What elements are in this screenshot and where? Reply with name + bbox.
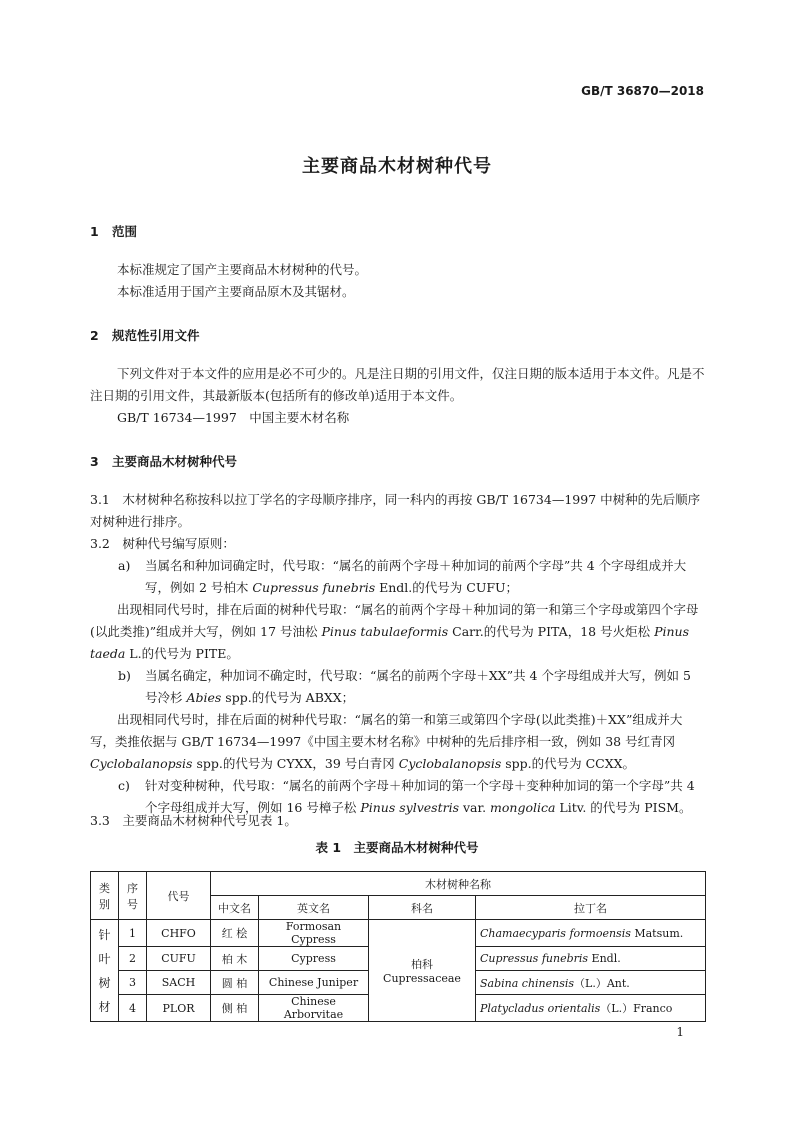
cell-number: 2 [119,947,147,971]
paragraph: 本标准规定了国产主要商品木材树种的代号。 [117,262,368,277]
text: 针对变种树种，代号取：“属名的前两个字母＋种加词的第一个字母＋变种种加词的第一个字母”共 4 个字母组成并大写，例如 16 号樟子松 [145,778,695,815]
clause-text: 木材树种名称按科以拉丁学名的字母顺序排序，同一科内的再按 GB/T 16734—1997 中树种的先后顺序对树种进行排序。 [90,492,701,529]
latin-binomial: Chamaecyparis formoensis [480,926,631,940]
category-char: 叶 [98,951,111,966]
clause-number: 3.3 [90,813,110,828]
text: 当属名确定，种加词不确定时，代号取：“属名的前两个字母＋XX”共 4 个字母组成并大写，例如 5 号冷杉 [145,668,691,705]
clause-number: 3.2 [90,536,110,551]
header-species-name: 木材树种名称 [211,872,706,896]
text: 出现相同代号时，排在后面的树种代号取：“属名的前两个字母＋种加词的第一和第三个字母或第四个字母(以此类推)”组成并大写，例如 17 号油松 [90,602,699,639]
species-name: Pinus sylvestris [360,800,459,815]
clause-text: 树种代号编写原则： [122,536,235,551]
cell-code: CUFU [147,947,211,971]
latin-author: （L.）Ant. [574,976,630,990]
text: 当属名和种加词确定时，代号取：“属名的前两个字母＋种加词的前两个字母”共 4 个字母组成并大写，例如 2 号柏木 [145,558,687,595]
text: spp.的代号为 CCXX。 [501,756,636,771]
list-item-b [118,665,705,709]
cell-latin-name [476,971,706,995]
table-caption: 表 1 主要商品木材树种代号 [315,840,479,855]
species-name: Pinus taeda [90,624,689,661]
cell-latin-name [476,947,706,971]
header-family: 科名 [369,896,476,920]
category-cell [91,920,119,1022]
paragraph [90,709,705,775]
text: L.的代号为 PITE。 [125,646,239,661]
text: Litv. 的代号为 PISM。 [555,800,692,815]
text: Endl.的代号为 CUFU； [375,580,519,595]
family-chinese: 柏科 [411,958,433,971]
species-name: Pinus tabulaeformis [321,624,449,639]
category-char: 针 [98,927,111,942]
cell-chinese-name: 红 桧 [211,920,259,947]
clause-3-2 [90,533,705,555]
latin-binomial: Cupressus funebris [480,952,589,965]
cell-english-name: Chinese Arborvitae [259,995,369,1022]
family-cell [369,920,476,1022]
text: spp.的代号为 CYXX，39 号白青冈 [192,756,399,771]
species-name: Cyclobalanopsis [398,756,502,771]
table-header-row [91,872,706,896]
list-marker: a) [118,558,131,573]
species-name: Abies [186,690,222,705]
cell-latin-name [476,920,706,947]
cell-english-name: Chinese Juniper [259,971,369,995]
clause-number: 3.1 [90,492,110,507]
latin-binomial: Sabina chinensis [480,976,575,990]
standard-number: GB/T 36870—2018 [581,84,704,98]
cell-chinese-name: 侧 柏 [211,995,259,1022]
latin-author: Endl. [588,952,621,965]
header-latin-name: 拉丁名 [476,896,706,920]
species-name: Cyclobalanopsis [90,756,193,771]
cell-number: 1 [119,920,147,947]
cell-number: 3 [119,971,147,995]
clause-3-3 [90,810,705,832]
cell-english-name: Cypress [259,947,369,971]
section-2-heading [90,326,200,344]
list-marker: c) [118,778,130,793]
category-char: 材 [98,999,111,1014]
species-name: Cupressus funebris [252,580,376,595]
header-english-name: 英文名 [259,896,369,920]
paragraph [90,599,705,665]
text: 出现相同代号时，排在后面的树种代号取：“属名的第一和第三或第四个字母(以此类推)＋XX”组成并大写，类推依据与 GB/T 16734—1997《中国主要木材名称》中树种的先后排序相一致，例如 38 号红青冈 [90,712,683,749]
section-number: 3 [90,454,99,469]
page-number: 1 [676,1025,684,1039]
section-title: 主要商品木材树种代号 [112,454,238,469]
header-code: 代号 [147,872,211,920]
section-1-heading [90,222,137,240]
clause-text: 主要商品木材树种代号见表 1。 [122,813,297,828]
list-item-a [118,555,705,599]
text: Carr.的代号为 PITA，18 号火炬松 [448,624,655,639]
section-title: 范围 [112,224,138,239]
latin-author: Matsum. [630,926,684,940]
cell-code: CHFO [147,920,211,947]
text: var. [459,800,491,815]
header-number: 序号 [119,872,147,920]
latin-binomial: Platycladus orientalis [480,1002,601,1015]
normative-reference: GB/T 16734—1997 中国主要木材名称 [117,410,350,425]
cell-latin-name [476,995,706,1022]
header-chinese-name: 中文名 [211,896,259,920]
section-number: 2 [90,328,99,343]
cell-chinese-name: 柏 木 [211,947,259,971]
latin-author: （L.）Franco [600,1002,673,1015]
paragraph: 本标准适用于国产主要商品原木及其锯材。 [117,284,355,299]
species-code-table [90,871,706,1022]
document-title: 主要商品木材树种代号 [302,156,492,177]
cell-english-name: Formosan Cypress [259,920,369,947]
cell-number: 4 [119,995,147,1022]
section-3-heading [90,452,237,470]
header-category: 类别 [91,872,119,920]
category-char: 树 [98,975,111,990]
table-row [91,920,706,947]
section-number: 1 [90,224,99,239]
clause-3-1 [90,489,705,533]
cell-code: SACH [147,971,211,995]
paragraph: 下列文件对于本文件的应用是必不可少的。凡是注日期的引用文件，仅注日期的版本适用于本文件。凡是不注日期的引用文件，其最新版本(包括所有的修改单)适用于本文件。 [90,366,705,403]
section-title: 规范性引用文件 [112,328,200,343]
text: spp.的代号为 ABXX； [221,690,355,705]
species-name: mongolica [490,800,556,815]
list-marker: b) [118,668,131,683]
family-latin: Cupressaceae [383,972,461,985]
cell-code: PLOR [147,995,211,1022]
cell-chinese-name: 圆 柏 [211,971,259,995]
